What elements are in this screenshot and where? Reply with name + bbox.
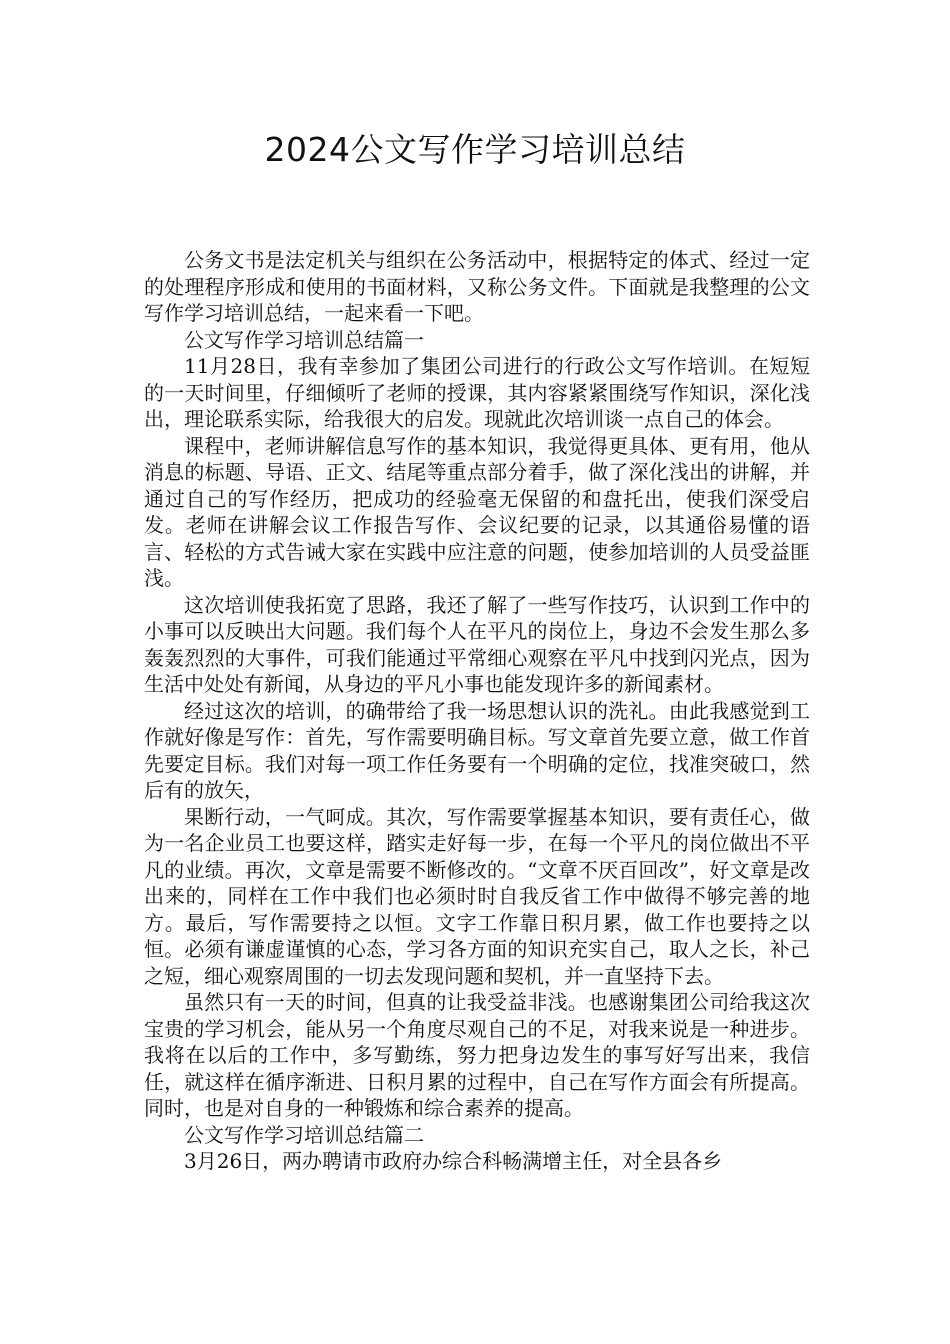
body-paragraph: 11月28日，我有幸参加了集团公司进行的行政公文写作培训。在短短的一天时间里，仔细倾听了老师的授课，其内容紧紧围绕写作知识，深化浅出，理论联系实际，给我很大的启发。现就此次培训谈一点自己的体会。	[144, 354, 810, 431]
body-paragraph: 果断行动，一气呵成。其次，写作需要掌握基本知识，要有责任心，做为一名企业员工也要这样，踏实走好每一步，在每一个平凡的岗位做出不平凡的业绩。再次，文章是需要不断修改的。“文章不厌百回改”，好文章是改出来的，同样在工作中我们也必须时时自我反省工作中做得不够完善的地方。最后，写作需要持之以恒。文字工作靠日积月累，做工作也要持之以恒。必须有谦虚谨慎的心态，学习各方面的知识充实自己，取人之长，补己之短，细心观察周围的一切去发现问题和契机，并一直坚持下去。	[144, 804, 810, 988]
body-paragraph: 课程中，老师讲解信息写作的基本知识，我觉得更具体、更有用，他从消息的标题、导语、正文、结尾等重点部分着手，做了深化浅出的讲解，并通过自己的写作经历，把成功的经验毫无保留的和盘托出，使我们深受启发。老师在讲解会议工作报告写作、会议纪要的记录，以其通俗易懂的语言、轻松的方式告诫大家在实践中应注意的问题，使参加培训的人员受益匪浅。	[144, 433, 810, 590]
body-paragraph: 虽然只有一天的时间，但真的让我受益非浅。也感谢集团公司给我这次宝贵的学习机会，能从另一个角度尽观自己的不足，对我来说是一种进步。我将在以后的工作中，多写勤练，努力把身边发生的事写好写出来，我信任，就这样在循序渐进、日积月累的过程中，自己在写作方面会有所提高。同时，也是对自身的一种锻炼和综合素养的提高。	[144, 990, 810, 1120]
section-heading-2: 公文写作学习培训总结篇二	[184, 1122, 424, 1147]
intro-paragraph: 公务文书是法定机关与组织在公务活动中，根据特定的体式、经过一定的处理程序形成和使用的书面材料，又称公务文件。下面就是我整理的公文写作学习培训总结，一起来看一下吧。	[144, 248, 810, 325]
body-paragraph: 3月26日，两办聘请市政府办综合科畅满增主任，对全县各乡	[184, 1149, 723, 1173]
document-body	[144, 247, 810, 1175]
document-title: 2024公文写作学习培训总结	[264, 130, 686, 169]
section-heading-1: 公文写作学习培训总结篇一	[184, 327, 424, 352]
body-paragraph: 经过这次的培训，的确带给了我一场思想认识的洗礼。由此我感觉到工作就好像是写作：首先，写作需要明确目标。写文章首先要立意，做工作首先要定目标。我们对每一项工作任务要有一个明确的定位，找准突破口，然后有的放矢，	[144, 698, 810, 802]
body-paragraph: 这次培训使我拓宽了思路，我还了解了一些写作技巧，认识到工作中的小事可以反映出大问题。我们每个人在平凡的岗位上，身边不会发生那么多轰轰烈烈的大事件，可我们能通过平常细心观察在平凡中找到闪光点，因为生活中处处有新闻，从身边的平凡小事也能发现许多的新闻素材。	[144, 592, 810, 696]
